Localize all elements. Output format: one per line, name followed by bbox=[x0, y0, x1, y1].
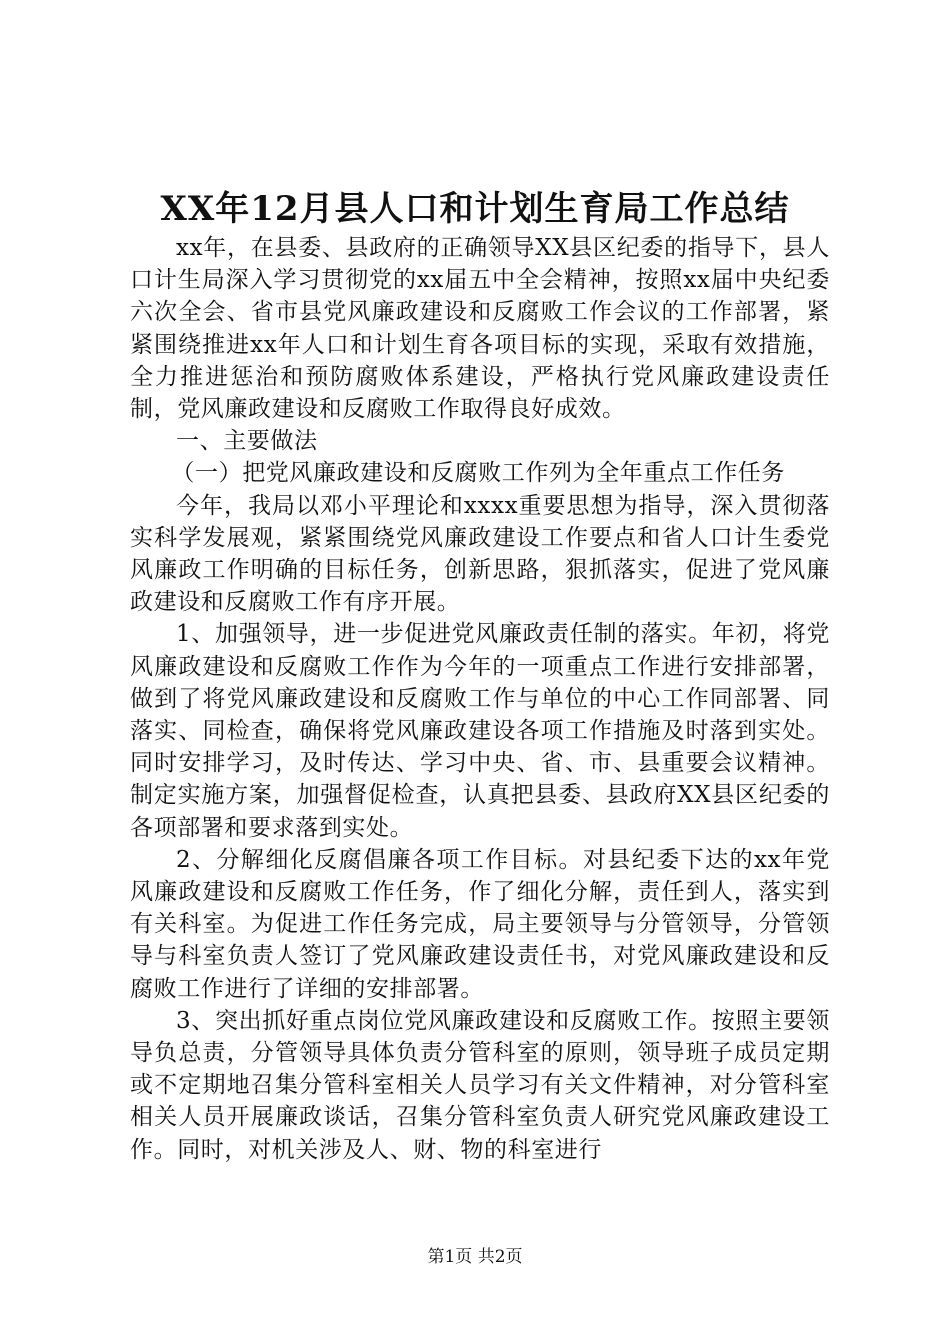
document-body bbox=[130, 232, 830, 1166]
body-paragraph: 今年，我局以邓小平理论和xxxx重要思想为指导，深入贯彻落实科学发展观，紧紧围绕党风廉政建设工作要点和省人口计生委党风廉政工作明确的目标任务，创新思路，狠抓落实，促进了党风廉政建设和反腐败工作有序开展。 bbox=[130, 492, 830, 616]
body-paragraph: 1、加强领导，进一步促进党风廉政责任制的落实。年初，将党风廉政建设和反腐败工作作为今年的一项重点工作进行安排部署，做到了将党风廉政建设和反腐败工作与单位的中心工作同部署、同落实、同检查，确保将党风廉政建设各项工作措施及时落到实处。同时安排学习，及时传达、学习中央、省、市、县重要会议精神。制定实施方案，加强督促检查，认真把县委、县政府XX县区纪委的各项部署和要求落到实处。 bbox=[130, 621, 830, 841]
section-heading: 一、主要做法 bbox=[176, 428, 318, 455]
body-paragraph: 2、分解细化反腐倡廉各项工作目标。对县纪委下达的xx年党风廉政建设和反腐败工作任务，作了细化分解，责任到人，落实到有关科室。为促进工作任务完成，局主要领导与分管领导，分管领导与科室负责人签订了党风廉政建设责任书，对党风廉政建设和反腐败工作进行了详细的安排部署。 bbox=[130, 846, 830, 1002]
body-paragraph: 3、突出抓好重点岗位党风廉政建设和反腐败工作。按照主要领导负总责，分管领导具体负责分管科室的原则，领导班子成员定期或不定期地召集分管科室相关人员学习有关文件精神，对分管科室相关人员开展廉政谈话，召集分管科室负责人研究党风廉政建设工作。同时，对机关涉及人、财、物的科室进行 bbox=[130, 1007, 830, 1163]
subsection-heading: （一）把党风廉政建设和反腐败工作列为全年重点工作任务 bbox=[171, 460, 785, 487]
document-title: XX年12月县人口和计划生育局工作总结 bbox=[160, 189, 790, 229]
page-number-footer: 第1页 共2页 bbox=[427, 1247, 523, 1267]
intro-paragraph: xx年，在县委、县政府的正确领导XX县区纪委的指导下，县人口计生局深入学习贯彻党的xx届五中全会精神，按照xx届中央纪委六次全会、省市县党风廉政建设和反腐败工作会议的工作部署，紧紧围绕推进xx年人口和计划生育各项目标的实现，采取有效措施，全力推进惩治和预防腐败体系建设，严格执行党风廉政建设责任制，党风廉政建设和反腐败工作取得良好成效。 bbox=[130, 235, 830, 423]
